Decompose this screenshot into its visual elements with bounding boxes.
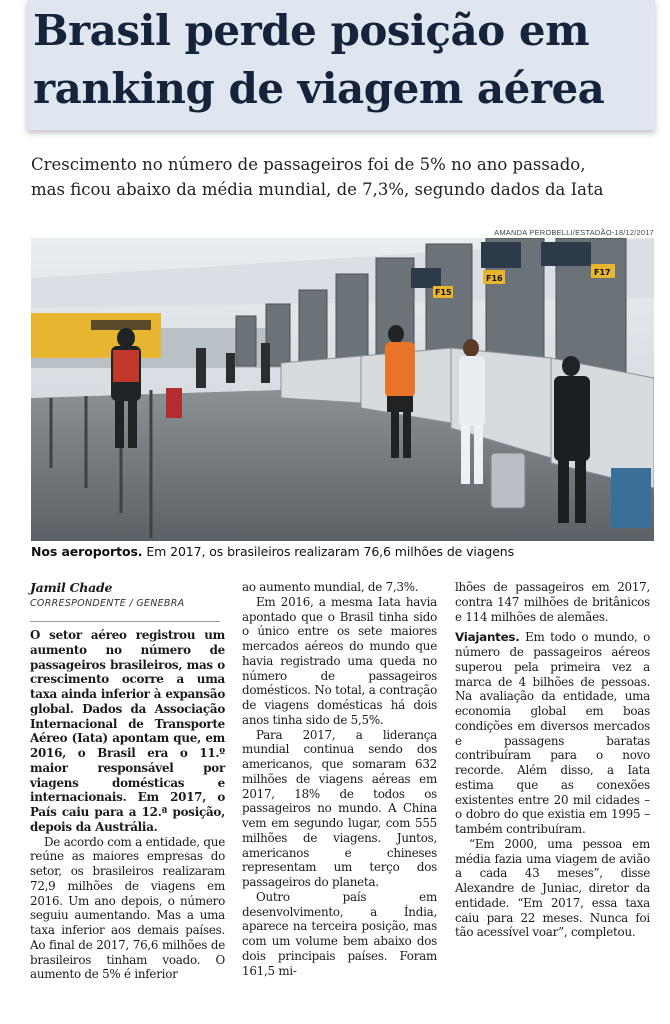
article-column-1 (30, 580, 225, 982)
byline-author: Jamil Chade (30, 580, 113, 595)
photo-caption (31, 544, 661, 559)
paragraph: ao aumento mundial, de 7,3%. (242, 580, 419, 594)
caption-lead: Nos aeroportos. (31, 544, 143, 559)
subheadline: Crescimento no número de passageiros foi de 5% no ano passado, mas ficou abaixo da média mundial, de 7,3%, segundo dados da Iata (31, 155, 604, 199)
lead-paragraph: O setor aéreo registrou um aumento no número de passageiros brasileiros, mas o crescimento ocorre a uma taxa ainda inferior à expansão global. Dados da Associação Internacional de Transporte Aéreo (Iata) apontam que, em 2016, o Brasil era o 11.º maior responsável por viagens domésticas e internacionais. Em 2017, o País caiu para a 12.ª posição, depois da Austrália. (30, 628, 225, 834)
paragraph-text: Em todo o mundo, o número de passageiros aéreos superou pela primeira vez a marca de 4 bilhões de pessoas. Na avaliação da entidade, uma economia global em boas condições em diversos mercados e passagens baratas contribuíram para o novo recorde. Além disso, a Iata estima que as conexões existentes entre 20 mil cidades – o dobro do que existia em 1995 – também contribuíram. (455, 630, 650, 836)
paragraph: lhões de passageiros em 2017, contra 147 milhões de britânicos e 114 milhões de alemães. (455, 580, 650, 624)
article-column-3 (455, 580, 650, 940)
paragraph: Em 2016, a mesma Iata havia apontado que o Brasil tinha sido o único entre os sete maiores mercados aéreos do mundo que havia registrado uma queda no número de passageiros domésticos. No total, a contração de viagens domésticas há dois anos tinha sido de 5,5%. (242, 594, 437, 727)
section-kicker: Viajantes. (455, 630, 520, 645)
paragraph-viajantes (455, 630, 650, 837)
counter-sign-f15: F15 (435, 288, 452, 297)
counter-sign-f17: F17 (594, 268, 611, 277)
photo-credit: AMANDA PEROBELLI/ESTADÃO-18/12/2017 (494, 228, 654, 237)
airport-photo (31, 238, 654, 541)
headline: Brasil perde posição em ranking de viagem aérea (33, 6, 605, 113)
headline-band (27, 0, 655, 130)
caption-text: Em 2017, os brasileiros realizaram 76,6 milhões de viagens (142, 544, 515, 559)
counter-sign-f16: F16 (486, 274, 503, 283)
paragraph: “Em 2000, uma pessoa em média fazia uma viagem de avião a cada 43 meses”, disse Alexandre de Juniac, diretor da entidade. “Em 2017, essa taxa caiu para 22 meses. Nunca foi tão acessível voar”, completou. (455, 836, 650, 940)
paragraph: Para 2017, a liderança mundial continua sendo dos americanos, que somaram 632 milhões de viagens aéreas em 2017, 18% de todos os passageiros no mundo. A China vem em segundo lugar, com 555 milhões de viagens. Juntos, americanos e chineses representam um terço dos passageiros do planeta. (242, 727, 437, 889)
article-column-2 (242, 580, 437, 978)
byline-role: CORRESPONDENTE / GENEBRA (30, 598, 185, 609)
paragraph: Outro país em desenvolvimento, a Índia, aparece na terceira posição, mas com um volume bem abaixo dos dois principais países. Foram 161,5 mi- (242, 889, 437, 978)
byline-divider (30, 621, 220, 622)
paragraph: De acordo com a entidade, que reúne as maiores empresas do setor, os brasileiros realizaram 72,9 milhões de viagens em 2016. Um ano depois, o número seguiu aumentando. Mas a uma taxa inferior aos demais países. Ao final de 2017, 76,6 milhões de brasileiros tinham voado. O aumento de 5% é inferior (30, 834, 225, 982)
